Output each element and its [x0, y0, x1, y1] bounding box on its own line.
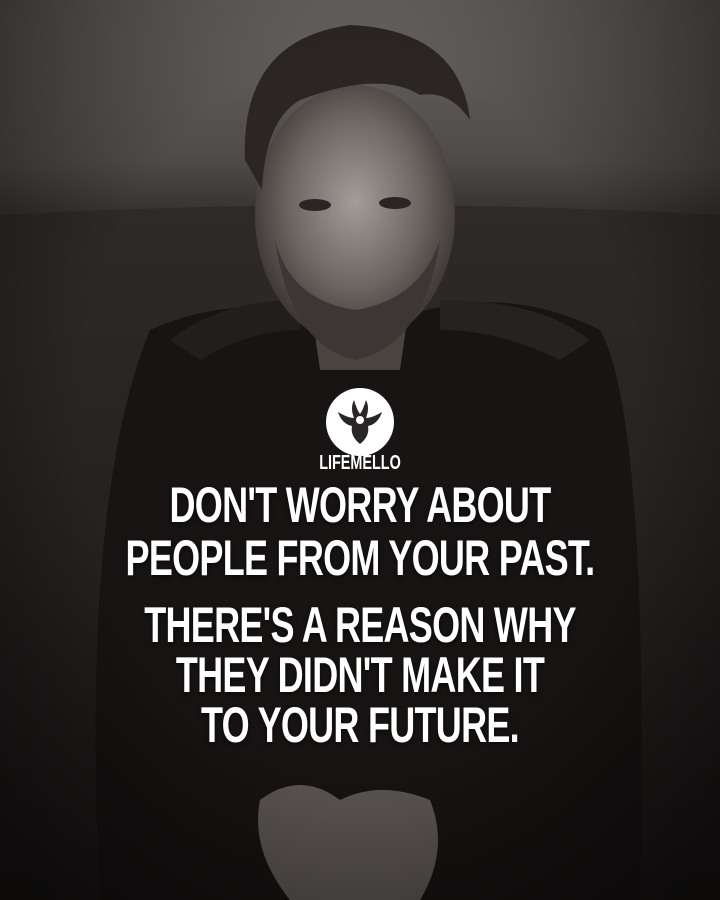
- phoenix-icon: [324, 386, 396, 458]
- brand-name: LIFEMELLO: [319, 452, 401, 474]
- quote-line: TO YOUR FUTURE.: [201, 697, 519, 753]
- quote-line: THERE'S A REASON WHY: [144, 597, 576, 653]
- quote-line: DON'T WORRY ABOUT: [169, 477, 551, 533]
- quote-line: THEY DIDN'T MAKE IT: [175, 647, 545, 703]
- quote-line: PEOPLE FROM YOUR PAST.: [125, 530, 595, 586]
